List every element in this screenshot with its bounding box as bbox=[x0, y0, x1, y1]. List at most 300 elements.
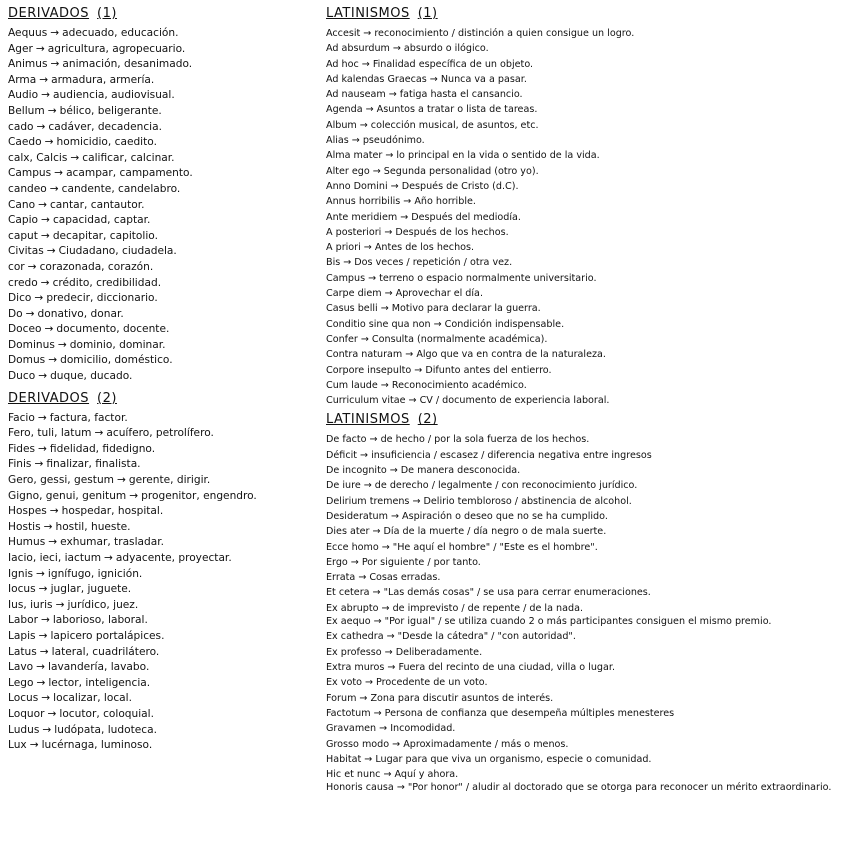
arrow-icon: → bbox=[40, 614, 50, 627]
entry-row bbox=[326, 721, 842, 736]
arrow-icon: → bbox=[38, 583, 48, 596]
entry-meaning: Dos veces / repetición / otra vez. bbox=[354, 257, 513, 269]
arrow-icon: → bbox=[364, 677, 374, 689]
latinismos-2-list bbox=[326, 432, 842, 796]
entry-row bbox=[8, 629, 320, 645]
entry-term: Audio bbox=[8, 89, 39, 102]
entry-meaning: De manera desconocida. bbox=[400, 465, 521, 477]
entry-row bbox=[326, 767, 842, 782]
entry-term: cado bbox=[8, 120, 34, 133]
entry-term: credo bbox=[8, 276, 38, 289]
arrow-icon: → bbox=[41, 89, 51, 102]
arrow-icon: → bbox=[49, 182, 59, 195]
entry-term: Lego bbox=[8, 676, 34, 689]
arrow-icon: → bbox=[38, 442, 47, 455]
arrow-icon: → bbox=[381, 602, 390, 614]
entry-term: Grosso modo bbox=[326, 738, 390, 750]
entry-term: Contra naturam bbox=[326, 349, 403, 361]
latinismos-2-number: (2) bbox=[417, 412, 438, 428]
entry-row bbox=[8, 613, 320, 629]
entry-term: De iure bbox=[326, 480, 361, 492]
entry-meaning: Día de la muerte / día negro o de mala suerte. bbox=[383, 526, 607, 538]
entry-row bbox=[8, 707, 320, 723]
entry-meaning: homicidio, caedito. bbox=[56, 136, 157, 149]
entry-term: Honoris causa bbox=[326, 782, 394, 794]
entry-term: calx, Calcis bbox=[8, 151, 68, 164]
arrow-icon: → bbox=[38, 629, 48, 642]
entry-meaning: Consulta (normalmente académica). bbox=[371, 333, 548, 345]
entry-term: Do bbox=[8, 307, 23, 320]
entry-row bbox=[8, 457, 320, 473]
entry-row bbox=[8, 182, 320, 198]
entry-meaning: Algo que va en contra de la naturaleza. bbox=[416, 349, 606, 361]
entry-term: Corpore insepulto bbox=[326, 364, 412, 376]
entry-row bbox=[326, 57, 842, 72]
arrow-icon: → bbox=[385, 150, 394, 162]
arrow-icon: → bbox=[368, 272, 377, 284]
entry-term: Desideratum bbox=[326, 510, 388, 522]
entry-meaning: insuficiencia / escasez / diferencia negativa entre ingresos bbox=[371, 449, 652, 461]
arrow-icon: → bbox=[390, 180, 399, 192]
arrow-icon: → bbox=[36, 661, 46, 674]
entry-meaning: absurdo o ilógico. bbox=[403, 43, 489, 55]
entry-row bbox=[8, 73, 320, 89]
arrow-icon: → bbox=[386, 631, 395, 643]
entry-term: Arma bbox=[8, 73, 37, 86]
arrow-icon: → bbox=[47, 707, 57, 720]
arrow-icon: → bbox=[36, 676, 46, 689]
entry-meaning: terreno o espacio normalmente universitario. bbox=[379, 272, 597, 284]
entry-term: Labor bbox=[8, 614, 38, 627]
entry-term: Anno Domini bbox=[326, 180, 388, 192]
entry-term: Et cetera bbox=[326, 587, 370, 599]
entry-meaning: locutor, coloquial. bbox=[59, 707, 154, 720]
entry-term: Finis bbox=[8, 458, 32, 471]
arrow-icon: → bbox=[414, 364, 423, 376]
entry-meaning: candente, candelabro. bbox=[61, 182, 181, 195]
arrow-icon: → bbox=[373, 707, 382, 719]
arrow-icon: → bbox=[372, 526, 381, 538]
arrow-icon: → bbox=[373, 615, 382, 627]
entry-term: Dies ater bbox=[326, 526, 370, 538]
arrow-icon: → bbox=[49, 505, 59, 518]
entry-term: Forum bbox=[326, 692, 357, 704]
entry-meaning: Año horrible. bbox=[414, 196, 476, 208]
latinismos-1-list bbox=[326, 26, 842, 408]
entry-term: Latus bbox=[8, 645, 37, 658]
entry-row bbox=[326, 255, 842, 270]
arrow-icon: → bbox=[104, 552, 113, 564]
entry-meaning: "Las demás cosas" / se usa para cerrar enumeraciones. bbox=[383, 587, 651, 599]
entry-meaning: gerente, dirigir. bbox=[128, 474, 211, 487]
entry-term: Caedo bbox=[8, 136, 42, 149]
arrow-icon: → bbox=[380, 379, 389, 391]
entry-term: Fero, tuli, latum bbox=[8, 427, 92, 440]
entry-term: A posteriori bbox=[326, 226, 382, 238]
entry-term: Lapis bbox=[8, 629, 36, 642]
entry-term: Animus bbox=[8, 58, 48, 71]
arrow-icon: → bbox=[48, 354, 58, 367]
entry-meaning: jurídico, juez. bbox=[67, 598, 139, 611]
entry-meaning: Aproximadamente / más o menos. bbox=[403, 738, 569, 750]
arrow-icon: → bbox=[412, 495, 421, 507]
entry-row bbox=[326, 148, 842, 163]
entry-term: Bellum bbox=[8, 104, 45, 117]
arrow-icon: → bbox=[34, 292, 44, 305]
entry-row bbox=[326, 118, 842, 133]
entry-meaning: Incomodidad. bbox=[390, 723, 456, 735]
entry-meaning: Asuntos a tratar o lista de tareas. bbox=[376, 104, 538, 116]
entry-row bbox=[8, 473, 320, 489]
entry-term: Ex professo bbox=[326, 646, 382, 658]
entry-row bbox=[8, 213, 320, 229]
entry-row bbox=[326, 737, 842, 752]
entry-meaning: adyacente, proyectar. bbox=[115, 552, 232, 564]
entry-meaning: fatiga hasta el cansancio. bbox=[399, 89, 523, 101]
entry-meaning: "Por igual" / se utiliza cuando 2 o más participantes consiguen el mismo premio. bbox=[384, 615, 772, 627]
entry-meaning: Aprovechar el día. bbox=[395, 288, 483, 300]
entry-row bbox=[8, 411, 320, 427]
entry-meaning: Segunda personalidad (otro yo). bbox=[383, 165, 539, 177]
entry-term: Album bbox=[326, 119, 357, 131]
entry-meaning: lo principal en la vida o sentido de la vida. bbox=[396, 150, 600, 162]
entry-meaning: audiencia, audiovisual. bbox=[53, 89, 175, 102]
entry-row bbox=[326, 164, 842, 179]
entry-row bbox=[326, 286, 842, 301]
arrow-icon: → bbox=[392, 43, 401, 55]
entry-term: Errata bbox=[326, 572, 356, 584]
entry-meaning: bélico, beligerante. bbox=[59, 104, 162, 117]
arrow-icon: → bbox=[363, 28, 372, 39]
entry-row bbox=[8, 88, 320, 104]
entry-row bbox=[326, 691, 842, 706]
entry-meaning: armadura, armería. bbox=[51, 73, 155, 86]
entry-term: Ad kalendas Graecas bbox=[326, 73, 427, 85]
arrow-icon: → bbox=[408, 395, 417, 407]
arrow-icon: → bbox=[363, 480, 372, 492]
arrow-icon: → bbox=[39, 645, 49, 658]
entry-meaning: "He aquí el hombre" / "Este es el hombre". bbox=[392, 541, 598, 553]
entry-meaning: Nunca va a pasar. bbox=[440, 73, 527, 85]
entry-meaning: Aquí y ahora. bbox=[394, 769, 459, 781]
entry-meaning: lateral, cuadrilátero. bbox=[51, 645, 160, 658]
entry-row bbox=[8, 244, 320, 260]
arrow-icon: → bbox=[116, 474, 126, 487]
entry-row bbox=[326, 347, 842, 362]
entry-row bbox=[8, 307, 320, 323]
entry-row bbox=[326, 41, 842, 56]
arrow-icon: → bbox=[94, 427, 104, 440]
entry-row bbox=[8, 120, 320, 136]
entry-meaning: Condición indispensable. bbox=[444, 318, 565, 330]
entry-row bbox=[326, 601, 842, 616]
arrow-icon: → bbox=[369, 434, 378, 446]
arrow-icon: → bbox=[70, 151, 80, 164]
entry-term: Ex voto bbox=[326, 677, 362, 689]
entry-meaning: Difunto antes del entierro. bbox=[425, 364, 552, 376]
entry-meaning: cadáver, decadencia. bbox=[48, 120, 162, 133]
entry-term: De incognito bbox=[326, 465, 387, 477]
left-column bbox=[8, 6, 320, 754]
arrow-icon: → bbox=[47, 104, 57, 117]
entry-meaning: predecir, diccionario. bbox=[46, 292, 158, 305]
entry-meaning: corazonada, corazón. bbox=[39, 260, 154, 273]
entry-row bbox=[8, 338, 320, 354]
entry-row bbox=[8, 57, 320, 73]
entry-term: Conditio sine qua non bbox=[326, 318, 431, 330]
entry-row bbox=[8, 660, 320, 676]
arrow-icon: → bbox=[403, 196, 412, 208]
arrow-icon: → bbox=[384, 646, 393, 658]
entry-meaning: ignífugo, ignición. bbox=[47, 567, 143, 580]
entry-term: Gero, gessi, gestum bbox=[8, 474, 114, 487]
entry-row bbox=[326, 524, 842, 539]
entry-row bbox=[8, 598, 320, 614]
entry-term: Ius, iuris bbox=[8, 598, 53, 611]
entry-row bbox=[8, 504, 320, 520]
entry-meaning: Después de los hechos. bbox=[395, 226, 509, 238]
entry-meaning: Antes de los hechos. bbox=[374, 242, 475, 254]
entry-meaning: Deliberadamente. bbox=[395, 646, 483, 658]
arrow-icon: → bbox=[25, 307, 35, 320]
entry-term: caput bbox=[8, 229, 38, 242]
entry-term: Ex cathedra bbox=[326, 631, 384, 643]
entry-row bbox=[326, 179, 842, 194]
arrow-icon: → bbox=[39, 73, 49, 86]
entry-meaning: crédito, credibilidad. bbox=[52, 276, 162, 289]
entry-row bbox=[326, 301, 842, 316]
entry-term: Hic et nunc bbox=[326, 769, 381, 781]
entry-row bbox=[326, 540, 842, 555]
entry-row bbox=[326, 72, 842, 87]
entry-meaning: progenitor, engendro. bbox=[141, 489, 257, 502]
entry-row bbox=[8, 291, 320, 307]
arrow-icon: → bbox=[46, 245, 56, 258]
entry-row bbox=[326, 317, 842, 332]
entry-term: Capio bbox=[8, 214, 39, 227]
entry-row bbox=[326, 393, 842, 408]
entry-term: Locus bbox=[8, 692, 39, 705]
arrow-icon: → bbox=[38, 198, 47, 211]
entry-row bbox=[8, 322, 320, 338]
entry-term: Aequus bbox=[8, 27, 48, 39]
entry-row bbox=[8, 426, 320, 442]
entry-row bbox=[8, 135, 320, 151]
entry-meaning: Después de Cristo (d.C). bbox=[401, 180, 519, 192]
arrow-icon: → bbox=[405, 349, 414, 361]
arrow-icon: → bbox=[389, 465, 398, 477]
entry-row bbox=[8, 260, 320, 276]
arrow-icon: → bbox=[44, 136, 54, 149]
entry-row bbox=[8, 198, 320, 214]
entry-term: Gigno, genui, genitum bbox=[8, 489, 127, 502]
entry-meaning: Procedente de un voto. bbox=[376, 677, 488, 689]
entry-term: A priori bbox=[326, 242, 361, 254]
entry-meaning: hostil, hueste. bbox=[55, 520, 131, 533]
entry-row bbox=[8, 276, 320, 292]
entry-meaning: exhumar, trasladar. bbox=[60, 536, 164, 549]
entry-row bbox=[8, 104, 320, 120]
arrow-icon: → bbox=[387, 662, 396, 674]
entry-meaning: finalizar, finalista. bbox=[46, 458, 141, 471]
entry-meaning: Ciudadano, ciudadela. bbox=[58, 245, 177, 258]
entry-term: Alias bbox=[326, 135, 349, 147]
entry-term: Lavo bbox=[8, 661, 34, 674]
entry-term: Extra muros bbox=[326, 662, 385, 674]
entry-meaning: Después del mediodía. bbox=[411, 211, 521, 223]
entry-row bbox=[326, 660, 842, 675]
arrow-icon: → bbox=[384, 288, 393, 300]
derivados-1-title: DERIVADOS bbox=[8, 6, 90, 21]
entry-term: candeo bbox=[8, 182, 47, 195]
entry-meaning: capacidad, captar. bbox=[52, 214, 151, 227]
entry-meaning: documento, docente. bbox=[56, 323, 170, 336]
arrow-icon: → bbox=[29, 739, 39, 752]
entry-row bbox=[8, 535, 320, 551]
entry-meaning: de hecho / por la sola fuerza de los hechos. bbox=[380, 434, 590, 446]
entry-row bbox=[326, 448, 842, 463]
right-column bbox=[326, 6, 842, 796]
latinismos-2-heading bbox=[326, 412, 842, 428]
entry-meaning: calificar, calcinar. bbox=[82, 151, 175, 164]
entry-row bbox=[326, 494, 842, 509]
entry-term: Loquor bbox=[8, 707, 45, 720]
derivados-2-number: (2) bbox=[97, 390, 117, 406]
entry-meaning: laborioso, laboral. bbox=[52, 614, 148, 627]
entry-meaning: reconocimiento / distinción a quien consigue un logro. bbox=[374, 28, 635, 39]
entry-term: Dominus bbox=[8, 338, 55, 351]
entry-term: cor bbox=[8, 260, 25, 273]
entry-row bbox=[8, 520, 320, 536]
arrow-icon: → bbox=[36, 567, 45, 580]
entry-row bbox=[8, 645, 320, 661]
entry-row bbox=[8, 229, 320, 245]
entry-row bbox=[326, 509, 842, 524]
entry-term: Campus bbox=[326, 272, 366, 284]
entry-meaning: decapitar, capitolio. bbox=[52, 229, 158, 242]
entry-term: Campus bbox=[8, 167, 52, 180]
entry-row bbox=[326, 706, 842, 721]
entry-term: Bis bbox=[326, 257, 341, 269]
entry-term: Accesit bbox=[326, 28, 361, 39]
arrow-icon: → bbox=[358, 572, 367, 584]
entry-row bbox=[8, 723, 320, 739]
entry-meaning: "Desde la cátedra" / "con autoridad". bbox=[397, 631, 576, 643]
arrow-icon: → bbox=[35, 42, 45, 55]
entry-row bbox=[8, 551, 320, 567]
arrow-icon: → bbox=[360, 449, 369, 461]
entry-row bbox=[8, 489, 320, 505]
arrow-icon: → bbox=[359, 692, 368, 704]
entry-term: Iacio, ieci, iactum bbox=[8, 552, 102, 564]
entry-term: Ergo bbox=[326, 556, 348, 568]
entry-meaning: Zona para discutir asuntos de interés. bbox=[370, 692, 554, 704]
entry-meaning: lector, inteligencia. bbox=[48, 676, 151, 689]
entry-term: Lux bbox=[8, 739, 27, 752]
entry-meaning: fidelidad, fidedigno. bbox=[49, 442, 156, 455]
entry-row bbox=[8, 567, 320, 583]
arrow-icon: → bbox=[433, 318, 442, 330]
entry-meaning: Finalidad específica de un objeto. bbox=[372, 58, 534, 70]
entry-row bbox=[326, 645, 842, 660]
entry-term: Ex abrupto bbox=[326, 602, 379, 614]
arrow-icon: → bbox=[396, 782, 405, 794]
entry-term: Facio bbox=[8, 411, 35, 424]
arrow-icon: → bbox=[380, 303, 389, 315]
arrow-icon: → bbox=[40, 276, 50, 289]
latinismos-2-title: LATINISMOS bbox=[326, 412, 410, 428]
entry-meaning: Lugar para que viva un organismo, especie o comunidad. bbox=[375, 753, 652, 765]
entry-meaning: Reconocimiento académico. bbox=[391, 379, 527, 391]
arrow-icon: → bbox=[41, 692, 51, 705]
arrow-icon: → bbox=[383, 769, 392, 781]
entry-row bbox=[326, 332, 842, 347]
entry-meaning: pseudónimo. bbox=[362, 135, 425, 147]
entry-term: Confer bbox=[326, 333, 358, 345]
entry-meaning: Motivo para declarar la guerra. bbox=[391, 303, 541, 315]
arrow-icon: → bbox=[351, 135, 360, 147]
arrow-icon: → bbox=[44, 323, 54, 336]
arrow-icon: → bbox=[365, 104, 374, 116]
entry-term: Civitas bbox=[8, 245, 44, 258]
entry-term: Doceo bbox=[8, 323, 42, 336]
entry-meaning: de imprevisto / de repente / de la nada. bbox=[392, 602, 584, 614]
entry-meaning: factura, factor. bbox=[49, 411, 128, 424]
entry-meaning: lavandería, lavabo. bbox=[48, 661, 150, 674]
entry-row bbox=[326, 26, 842, 41]
entry-term: Ecce homo bbox=[326, 541, 379, 553]
entry-term: Ignis bbox=[8, 567, 34, 580]
entry-term: Annus horribilis bbox=[326, 196, 401, 208]
arrow-icon: → bbox=[379, 723, 388, 735]
entry-term: Ludus bbox=[8, 723, 40, 736]
entry-term: Hospes bbox=[8, 505, 47, 518]
arrow-icon: → bbox=[36, 120, 46, 133]
arrow-icon: → bbox=[50, 27, 60, 39]
entry-meaning: lucérnaga, luminoso. bbox=[41, 739, 153, 752]
arrow-icon: → bbox=[390, 510, 400, 522]
arrow-icon: → bbox=[372, 165, 381, 177]
entry-term: Gravamen bbox=[326, 723, 377, 735]
entry-meaning: acampar, campamento. bbox=[66, 167, 193, 180]
entry-meaning: Fuera del recinto de una ciudad, villa o lugar. bbox=[398, 662, 616, 674]
entry-row bbox=[8, 738, 320, 754]
entry-term: Ad absurdum bbox=[326, 43, 390, 55]
entry-row bbox=[326, 478, 842, 493]
entry-term: Casus belli bbox=[326, 303, 378, 315]
entry-term: Habitat bbox=[326, 753, 362, 765]
entry-row bbox=[326, 752, 842, 767]
entry-row bbox=[326, 271, 842, 286]
arrow-icon: → bbox=[381, 541, 390, 553]
arrow-icon: → bbox=[361, 58, 370, 70]
latinismos-1-number: (1) bbox=[417, 6, 438, 21]
derivados-1-list bbox=[8, 26, 320, 385]
entry-term: Cano bbox=[8, 198, 36, 211]
entry-meaning: CV / documento de experiencia laboral. bbox=[419, 395, 610, 407]
entry-meaning: duque, ducado. bbox=[50, 370, 133, 383]
entry-row bbox=[8, 582, 320, 598]
entry-row bbox=[326, 629, 842, 644]
entry-meaning: juglar, juguete. bbox=[50, 583, 132, 596]
arrow-icon: → bbox=[41, 214, 50, 227]
entry-row bbox=[326, 194, 842, 209]
entry-row bbox=[8, 42, 320, 58]
arrow-icon: → bbox=[343, 257, 352, 269]
entry-term: Domus bbox=[8, 354, 46, 367]
entry-row bbox=[326, 675, 842, 690]
entry-row bbox=[8, 26, 320, 42]
